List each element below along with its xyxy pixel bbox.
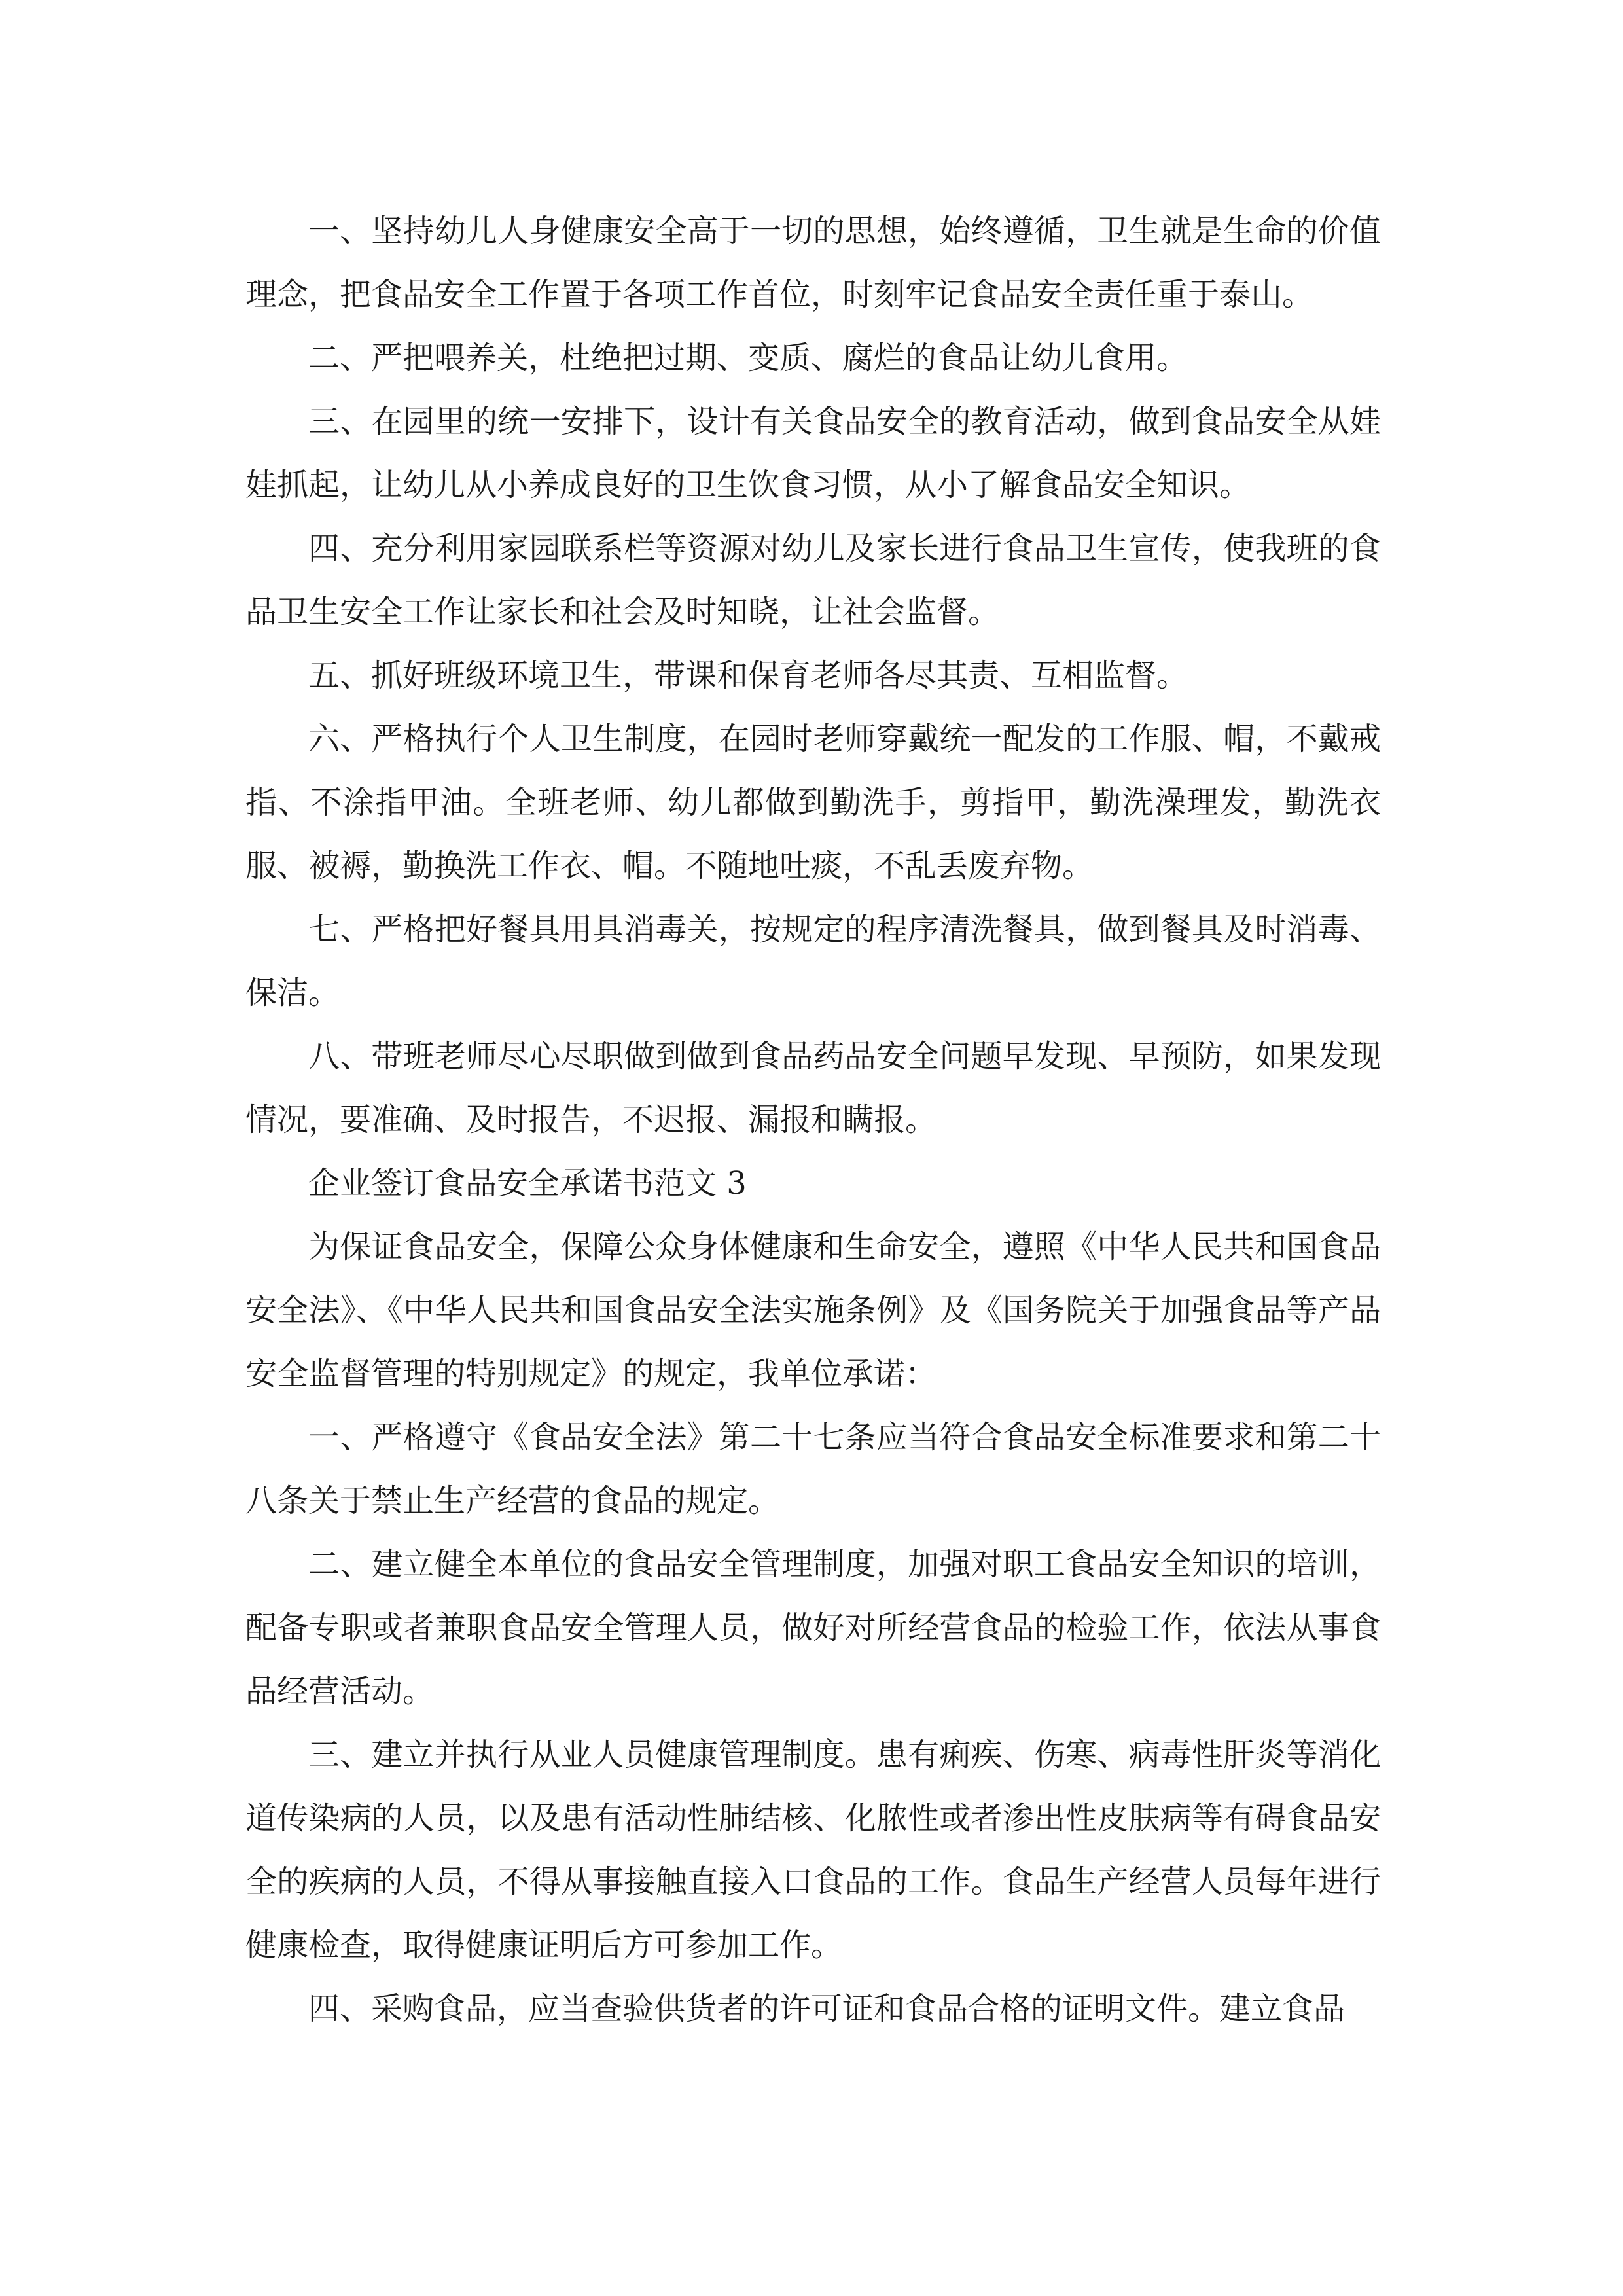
paragraph-4: 四、充分利用家园联系栏等资源对幼儿及家长进行食品卫生宣传，使我班的食品卫生安全工作让家长和社会及时知晓，让社会监督。 — [245, 530, 1381, 630]
paragraph-2: 二、严把喂养关，杜绝把过期、变质、腐烂的食品让幼儿食用。 — [308, 340, 1188, 376]
paragraph-7: 七、严格把好餐具用具消毒关，按规定的程序清洗餐具，做到餐具及时消毒、保洁。 — [245, 911, 1381, 1011]
paragraph-5: 五、抓好班级环境卫生，带课和保育老师各尽其责、互相监督。 — [308, 657, 1188, 694]
paragraph-10: 二、建立健全本单位的食品安全管理制度，加强对职工食品安全知识的培训，配备专职或者兼职食品安全管理人员，做好对所经营食品的检验工作，依法从事食品经营活动。 — [245, 1546, 1381, 1710]
paragraph-3: 三、在园里的统一安排下，设计有关食品安全的教育活动，做到食品安全从娃娃抓起，让幼儿从小养成良好的卫生饮食习惯，从小了解食品安全知识。 — [245, 403, 1381, 503]
paragraph-11: 三、建立并执行从业人员健康管理制度。患有痢疾、伤寒、病毒性肝炎等消化道传染病的人员，以及患有活动性肺结核、化脓性或者渗出性皮肤病等有碍食品安全的疾病的人员，不得从事接触直接入口食品的工作。食品生产经营人员每年进行健康检查，取得健康证明后方可参加工作。 — [245, 1736, 1381, 1964]
section-title: 企业签订食品安全承诺书范文 3 — [308, 1165, 747, 1202]
paragraph-12: 四、采购食品，应当查验供货者的许可证和食品合格的证明文件。建立食品 — [308, 1990, 1346, 2027]
paragraph-intro: 为保证食品安全，保障公众身体健康和生命安全，遵照《中华人民共和国食品安全法》、《中华人民共和国食品安全法实施条例》及《国务院关于加强食品等产品安全监督管理的特别规定》的规定，我单位承诺： — [245, 1229, 1381, 1392]
paragraph-1: 一、坚持幼儿人身健康安全高于一切的思想，始终遵循，卫生就是生命的价值理念，把食品安全工作置于各项工作首位，时刻牢记食品安全责任重于泰山。 — [245, 213, 1381, 313]
paragraph-9: 一、严格遵守《食品安全法》第二十七条应当符合食品安全标准要求和第二十八条关于禁止生产经营的食品的规定。 — [245, 1419, 1381, 1519]
paragraph-8: 八、带班老师尽心尽职做到做到食品药品安全问题早发现、早预防，如果发现情况，要准确、及时报告，不迟报、漏报和瞒报。 — [245, 1038, 1381, 1138]
document-body — [245, 200, 1381, 2041]
paragraph-6: 六、严格执行个人卫生制度，在园时老师穿戴统一配发的工作服、帽，不戴戒指、不涂指甲油。全班老师、幼儿都做到勤洗手，剪指甲，勤洗澡理发，勤洗衣服、被褥，勤换洗工作衣、帽。不随地吐痰，不乱丢废弃物。 — [245, 721, 1381, 884]
